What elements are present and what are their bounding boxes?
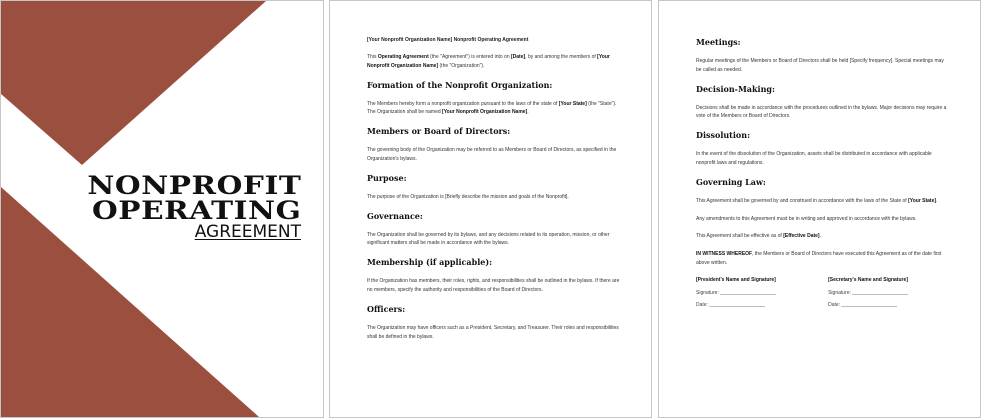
section-text-decision-making: Decisions shall be made in accordance with the procedures outlined in the bylaws. Major decisions may require a vote of the Members or Board of Directors. (696, 104, 947, 120)
intro-text-4: (the "Organization"). (438, 62, 485, 69)
document-page-3 (658, 0, 981, 418)
cover-title-line1: NONPROFIT (86, 171, 301, 200)
cover-top-triangle (1, 1, 266, 165)
intro-text-3: , by and among the members of (525, 54, 598, 60)
witness-text: , the Members or Board of Directors have executed this Agreement as of the date first above written. (696, 251, 942, 266)
governing-law-text: This Agreement shall be governed by and construed in accordance with the laws of the State of (696, 197, 909, 204)
intro-bold-1: Operating Agreement (377, 54, 429, 60)
effective-date-text: This Agreement shall be effective as of (696, 233, 784, 240)
cover-page (0, 0, 324, 418)
signature-secretary-date: Date: ____________________ (828, 301, 898, 308)
formation-text-1: The Members hereby form a nonprofit organization pursuant to the laws of the state of (367, 100, 559, 107)
intro-text-1: This (367, 54, 378, 60)
page-2-content (367, 37, 621, 350)
section-heading-purpose: Purpose: (367, 172, 407, 183)
signature-president-title: [President's Name and Signature] (696, 276, 776, 283)
intro-paragraph (367, 53, 621, 71)
formation-text-2: (the "State"). The Organization shall be named (367, 100, 617, 116)
section-heading-dissolution: Dissolution: (696, 130, 751, 141)
signature-block (696, 277, 950, 314)
intro-bold-org-name: [Your Nonprofit Organization Name] (367, 54, 610, 69)
effective-date-end: . (819, 233, 821, 240)
governing-law-end: . (936, 197, 938, 204)
section-heading-membership: Membership (if applicable): (367, 257, 493, 268)
cover-title-line3: AGREEMENT (194, 222, 301, 242)
document-page-2 (329, 0, 652, 418)
section-heading-formation: Formation of the Nonprofit Organization: (367, 79, 553, 90)
section-text-governance: The Organization shall be governed by its bylaws, and any decisions related to its operation, mission, or other significant matters shall be made in accordance with the bylaws. (367, 231, 610, 247)
page-3-content (696, 37, 950, 314)
signature-president-date: Date: ____________________ (696, 301, 765, 308)
section-heading-meetings: Meetings: (696, 37, 741, 47)
signature-president (696, 277, 818, 314)
section-text-dissolution: In the event of the dissolution of the Organization, assets shall be distributed in accordance with applicable nonprofit laws and regulations. (696, 151, 932, 166)
section-heading-officers: Officers: (367, 303, 406, 314)
formation-bold-org-name: [Your Nonprofit Organization Name] (442, 109, 528, 116)
section-text-members: The governing body of the Organization may be referred to as Members or Board of Directors, as specified in the Organization's bylaws. (367, 147, 617, 162)
document-title: [Your Nonprofit Organization Name] Nonprofit Operating Agreement (367, 37, 529, 43)
section-text-officers: The Organization may have officers such as a President, Secretary, and Treasurer. Their roles and responsibilities shall be defined in the bylaws. (367, 324, 619, 340)
section-text-formation (367, 100, 621, 118)
governing-law-paragraph (696, 197, 950, 206)
amendments-paragraph: Any amendments to this Agreement must be in writing and approved in accordance with the bylaws. (696, 215, 917, 222)
section-text-purpose: The purpose of the Organization is [Briefly describe the mission and goals of the Nonprofit]. (367, 193, 569, 200)
intro-text-2: (the "Agreement") is entered into on (428, 54, 511, 60)
witness-bold: IN WITNESS WHEREOF (696, 251, 753, 258)
section-heading-decision-making: Decision-Making: (696, 83, 775, 94)
intro-bold-date: [Date] (511, 54, 526, 60)
section-text-meetings: Regular meetings of the Members or Board of Directors shall be held [Specify frequency]. Special meetings may be called as needed. (696, 58, 944, 73)
formation-text-3: . (527, 109, 529, 116)
section-heading-members: Members or Board of Directors: (367, 126, 511, 137)
effective-date-bold: [Effective Date] (783, 233, 820, 240)
section-text-membership: If the Organization has members, their roles, rights, and responsibilities shall be outlined in the bylaws. If there are no members, specify the authority and responsibilities of the Board of Directors. (367, 278, 620, 293)
signature-secretary-title: [Secretary's Name and Signature] (828, 276, 908, 283)
section-heading-governing-law: Governing Law: (696, 176, 766, 187)
signature-president-line: Signature: ____________________ (696, 289, 776, 296)
cover-title (86, 171, 301, 242)
cover-title-line2: OPERATING (91, 196, 301, 225)
signature-secretary (828, 277, 950, 314)
witness-paragraph (696, 250, 950, 268)
governing-law-bold-state: [Your State] (908, 197, 937, 204)
signature-secretary-line: Signature: ____________________ (828, 289, 908, 296)
effective-date-paragraph (696, 232, 950, 241)
formation-bold-state: [Your State] (558, 100, 587, 107)
section-heading-governance: Governance: (367, 210, 423, 221)
